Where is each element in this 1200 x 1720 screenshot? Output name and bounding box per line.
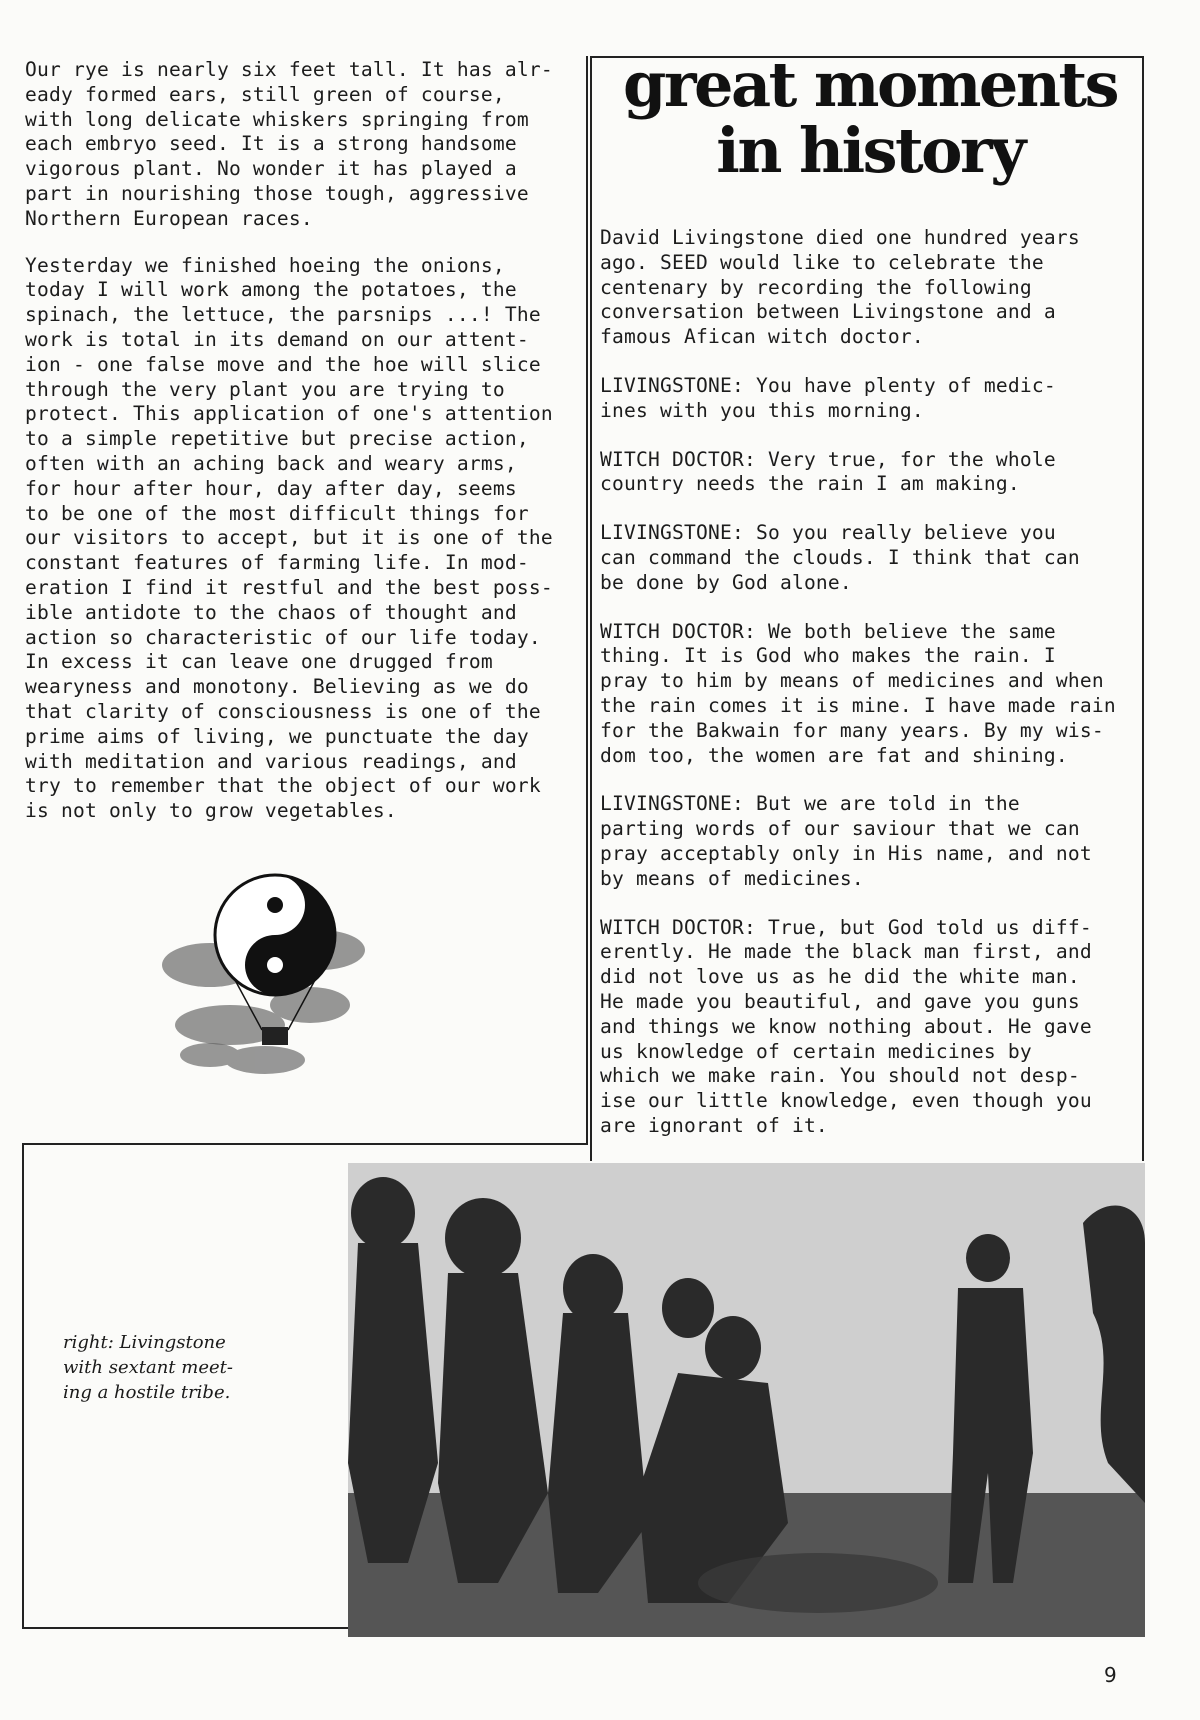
feature-intro: David Livingstone died one hundred years ago. SEED would like to celebrate the centenary by recording the following conversation between Livingstone and a famous Afican witch doctor. — [600, 226, 1080, 349]
headline-line-1: great moments — [623, 48, 1117, 121]
dialogue-line: LIVINGSTONE: You have plenty of medic- ines with you this morning. — [600, 373, 1056, 422]
dialogue-line: WITCH DOCTOR: We both believe the same thing. It is God who makes the rain. I pray to him by means of medicines and when the rain comes it is mine. I have made rain for the Bakwain for many years. By my wis- dom too, the women are fat and shining. — [600, 619, 1116, 767]
column-divider — [586, 56, 588, 1145]
left-column-text — [25, 58, 585, 846]
feature-headline — [600, 48, 1140, 187]
photo-caption: right: Livingstone with sextant meet- ing a hostile tribe. — [63, 1332, 233, 1403]
livingstone-tribe-photo — [348, 1163, 1145, 1637]
dialogue-line: WITCH DOCTOR: True, but God told us diff- erently. He made the black man first, and did not love us as he did the white man. He made you beautiful, and gave you guns and things we know nothing about. He gave us knowledge of certain medicines by which we make rain. You should not desp- ise our little knowledge, even though you are ignorant of it. — [600, 915, 1092, 1137]
left-paragraph-2: Yesterday we finished hoeing the onions, today I will work among the potatoes, the spinach, the lettuce, the parsnips ...! The work is total in its demand on our attent- ion - one false move and the hoe will slice through the very plant you are trying to protect. This application of one's attention to a simple repetitive but precise action, often with an aching back and weary arms, for hour after hour, day after day, seems to be one of the most difficult things for our visitors to accept, but it is one of the constant features of farming life. In mod- eration I find it restful and the best poss- ible antidote to the chaos of thought and action so characteristic of our life today. In excess it can leave one drugged from wearyness and monotony. Believing as we do that clarity of consciousness is one of the prime aims of living, we punctuate the day with meditation and various readings, and try to remember that the object of our work is not only to grow vegetables. — [25, 253, 553, 823]
dialogue-line: LIVINGSTONE: But we are told in the parting words of our saviour that we can pray acceptably only in His name, and not by means of medicines. — [600, 792, 1092, 890]
dialogue-line: WITCH DOCTOR: Very true, for the whole country needs the rain I am making. — [600, 447, 1056, 496]
yin-yang-balloon-illustration — [150, 855, 380, 1095]
dialogue-line: LIVINGSTONE: So you really believe you can command the clouds. I think that can be done by God alone. — [600, 521, 1080, 594]
left-paragraph-1: Our rye is nearly six feet tall. It has alr- eady formed ears, still green of course, with long delicate whiskers springing from each embryo seed. It is a strong handsome vigorous plant. No wonder it has played a part in nourishing those tough, aggressive Northern European races. — [25, 58, 553, 230]
feature-text — [600, 226, 1140, 1163]
headline-line-2: in history — [716, 114, 1024, 187]
page-number: 9 — [1104, 1663, 1117, 1687]
